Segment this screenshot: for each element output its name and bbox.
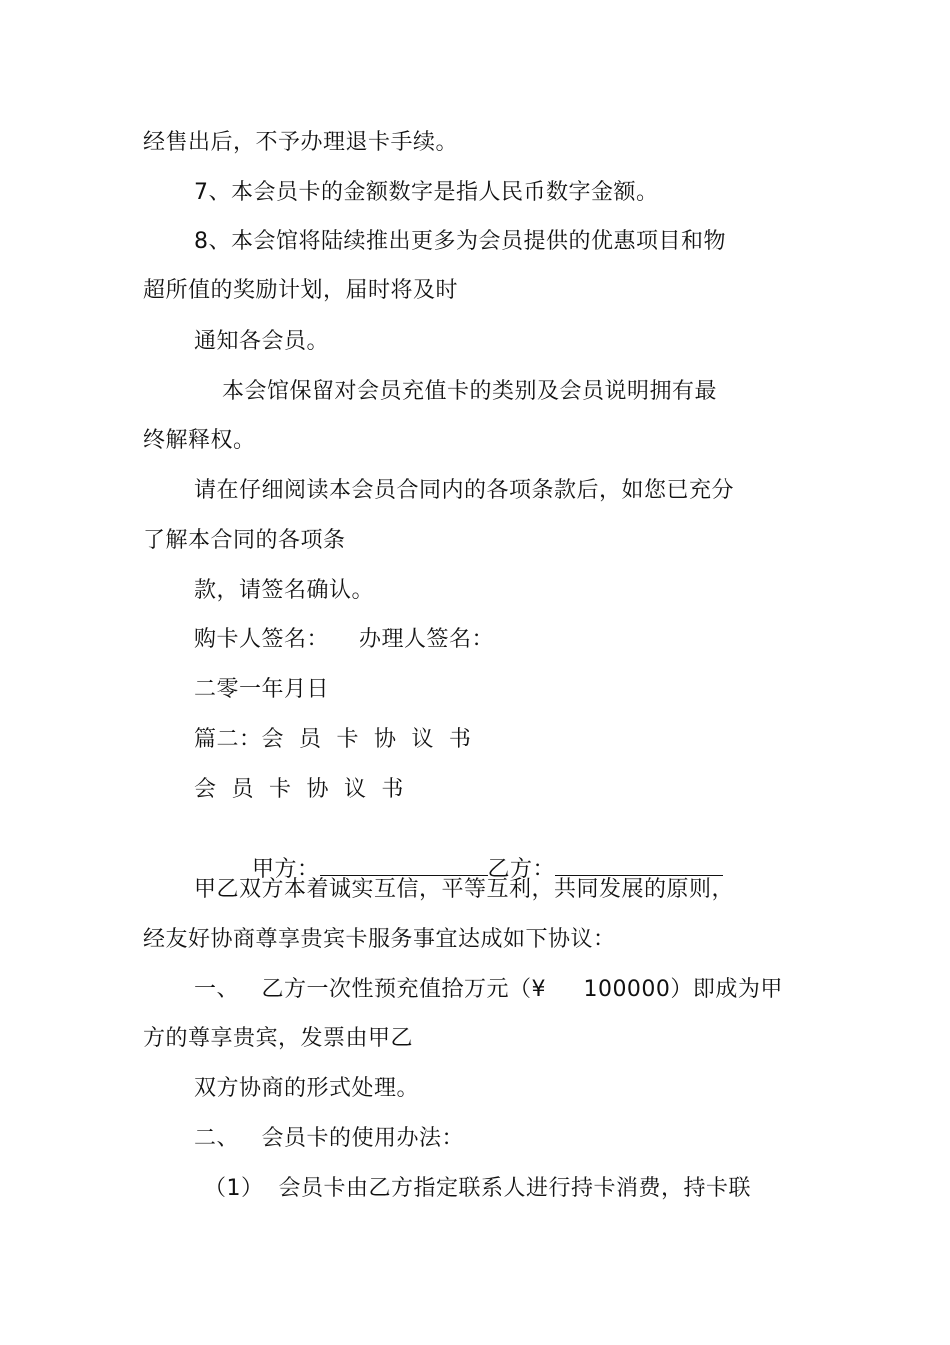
clause-two: 二、 会员卡的使用办法： [194,1126,464,1151]
text-line-3: 8、本会馆将陆续推出更多为会员提供的优惠项目和物 [194,229,726,254]
text-line-8: 请在仔细阅读本会员合同内的各项条款后，如您已充分 [194,478,735,503]
sub-clause-1: （1） 会员卡由乙方指定联系人进行持卡消费，持卡联 [204,1176,751,1201]
text-line-16: 经友好协商尊享贵宾卡服务事宜达成如下协议： [143,927,616,952]
clause-one: 一、 乙方一次性预充值拾万元（¥ 100000）即成为甲 [194,977,783,1002]
text-line-19: 双方协商的形式处理。 [194,1076,420,1101]
section-title-2: 篇二：会 员 卡 协 议 书 [194,727,472,752]
text-line-7: 终解释权。 [143,428,256,453]
agreement-title: 会 员 卡 协 议 书 [194,777,404,802]
party-a-label: 甲方： [251,857,320,882]
text-line-10: 款，请签名确认。 [194,578,375,603]
text-line-5: 通知各会员。 [194,329,330,354]
text-line-18: 方的尊享贵宾，发票由甲乙 [143,1026,414,1051]
party-a-blank [320,855,488,876]
text-line-2: 7、本会员卡的金额数字是指人民币数字金额。 [194,180,659,205]
text-line-1: 经售出后，不予办理退卡手续。 [143,130,459,155]
party-b-blank [555,855,723,876]
party-b-label: 乙方： [487,857,556,882]
date-line: 二零一年月日 [194,677,330,702]
text-line-15: 甲乙双方本着诚实互信，平等互利，共同发展的原则， [194,877,735,902]
signature-line: 购卡人签名： 办理人签名： [194,627,494,652]
text-line-4: 超所值的奖励计划，届时将及时 [143,278,459,303]
text-line-6: 本会馆保留对会员充值卡的类别及会员说明拥有最 [222,379,718,404]
text-line-9: 了解本合同的各项条 [143,528,346,553]
